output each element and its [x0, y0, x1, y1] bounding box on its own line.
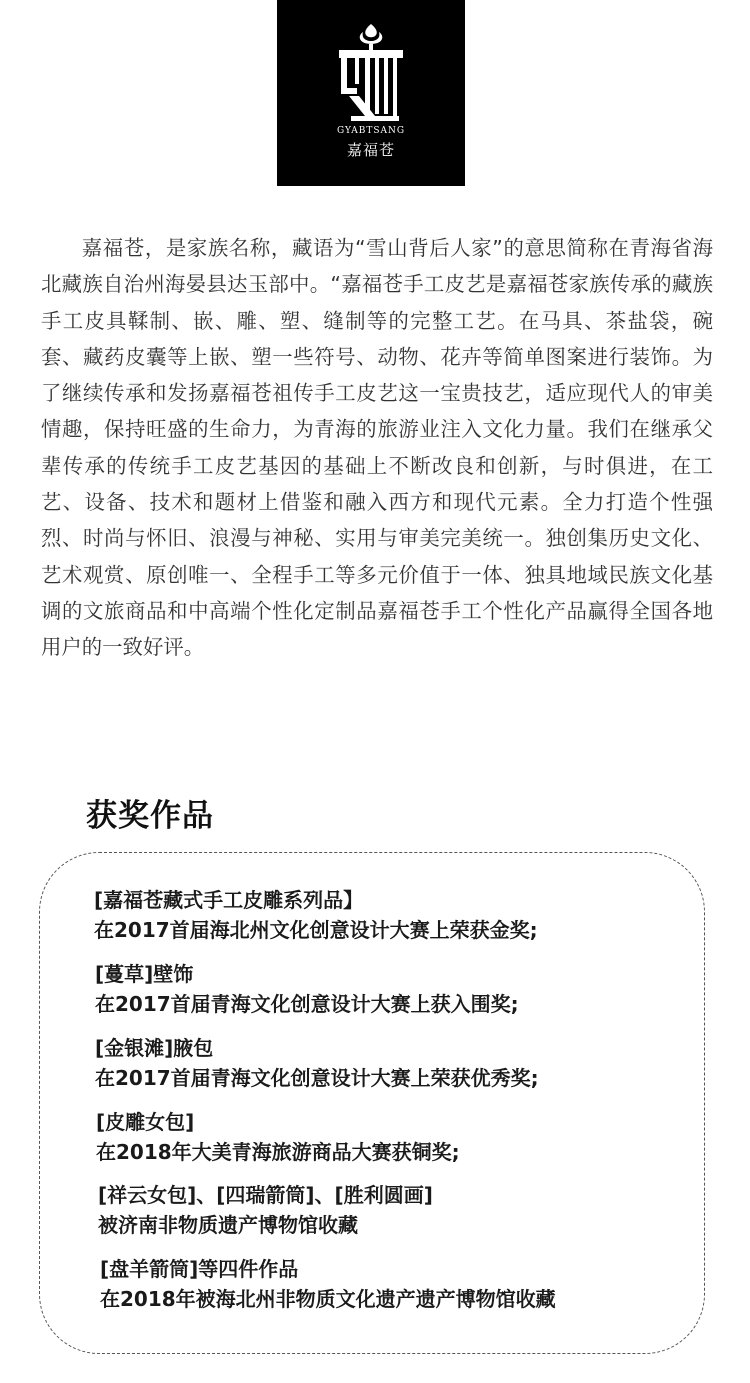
award-work-name: [盘羊箭筒]等四件作品	[100, 1257, 299, 1281]
award-work-name: [金银滩]腋包	[95, 1036, 214, 1060]
logo-latin-name: GYABTSANG	[336, 126, 406, 136]
award-detail: 在2017首届海北州文化创意设计大赛上荣获金奖;	[94, 918, 538, 942]
award-item	[96, 1107, 460, 1167]
award-item	[95, 1033, 539, 1093]
award-detail: 在2017首届青海文化创意设计大赛上获入围奖;	[95, 992, 519, 1016]
tibetan-emblem-icon	[335, 22, 407, 124]
award-work-name: [蔓草]壁饰	[95, 962, 194, 986]
award-detail: 在2017首届青海文化创意设计大赛上荣获优秀奖;	[95, 1066, 539, 1090]
intro-paragraph: 嘉福苍，是家族名称，藏语为“雪山背后人家”的意思简称在青海省海北藏族自治州海晏县达玉部中。“嘉福苍手工皮艺是嘉福苍家族传承的藏族手工皮具鞣制、嵌、雕、塑、缝制等的完整工艺。在马具、茶盐袋，碗套、藏药皮囊等上嵌、塑一些符号、动物、花卉等简单图案进行装饰。为了继续传承和发扬嘉福苍祖传手工皮艺这一宝贵技艺，适应现代人的审美情趣，保持旺盛的生命力，为青海的旅游业注入文化力量。我们在继承父辈传承的传统手工皮艺基因的基础上不断改良和创新，与时俱进，在工艺、设备、技术和题材上借鉴和融入西方和现代元素。全力打造个性强烈、时尚与怀旧、浪漫与神秘、实用与审美完美统一。独创集历史文化、艺术观赏、原创唯一、全程手工等多元价值于一体、独具地域民族文化基调的文旅商品和中高端个性化定制品嘉福苍手工个性化产品赢得全国各地用户的一致好评。	[41, 236, 713, 660]
award-detail: 被济南非物质遗产博物馆收藏	[98, 1213, 358, 1237]
award-detail: 在2018年大美青海旅游商品大赛获铜奖;	[96, 1140, 460, 1164]
award-item	[98, 1180, 433, 1240]
award-item	[100, 1254, 556, 1314]
award-item	[95, 959, 519, 1019]
award-work-name: [皮雕女包]	[96, 1110, 195, 1134]
logo-chinese-name: 嘉福苍	[346, 141, 395, 159]
award-work-name: [嘉福苍藏式手工皮雕系列品】	[94, 888, 364, 912]
award-detail: 在2018年被海北州非物质文化遗产遗产博物馆收藏	[100, 1287, 556, 1311]
award-work-name: [祥云女包]、[四瑞箭筒]、[胜利圆画]	[98, 1183, 433, 1207]
awards-section-title: 获奖作品	[86, 798, 214, 834]
award-item	[94, 885, 538, 945]
brand-logo	[277, 0, 465, 186]
